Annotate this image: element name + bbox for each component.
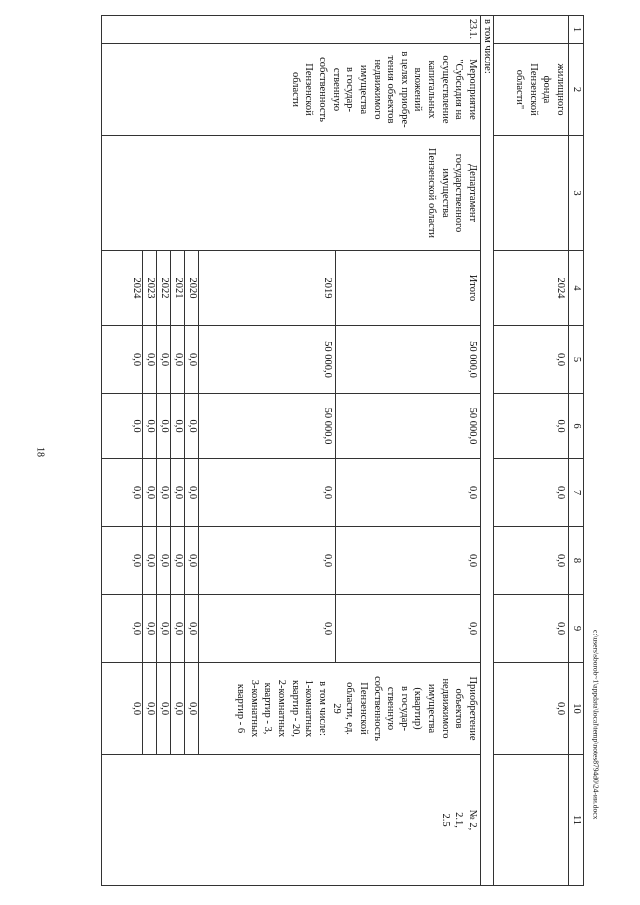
value-cell: 0,0 <box>157 459 171 527</box>
event-name: Мероприятие "Субсидия на осуществление капитальных вложений в целях приобре- тения объектов недвижимого имущества в государ- ственную собственность Пензенской области <box>102 44 481 136</box>
total-label: Итого <box>336 251 481 326</box>
value-cell: 0,0 <box>171 527 185 595</box>
value-cell: 0,0 <box>171 663 185 755</box>
event-number: 23.1. <box>102 16 481 44</box>
page-number: 18 <box>34 447 46 457</box>
col-header: 10 <box>569 663 584 755</box>
measure-name-continuation: жилищного фонда Пензенской области" <box>494 44 569 136</box>
value-cell: 0,0 <box>185 527 199 595</box>
value-cell: 0,0 <box>143 663 157 755</box>
year-cell: 2022 <box>157 251 171 326</box>
footer-file-path: c:\users\sborob~1\appdata\local\temp\notes8794d0\24-ии.docx <box>591 630 601 820</box>
value-cell: 0,0 <box>199 527 336 595</box>
year-cell: 2019 <box>199 251 336 326</box>
continuation-row <box>494 16 569 886</box>
value-cell: 50 000,0 <box>199 326 336 394</box>
value-cell: 0,0 <box>102 459 143 527</box>
responsible-department: Департамент государственного имущества Пензенской области <box>102 136 481 251</box>
value-cell: 0,0 <box>157 595 171 663</box>
value-cell: 0,0 <box>143 326 157 394</box>
value-cell: 0,0 <box>185 394 199 459</box>
col-header: 8 <box>569 527 584 595</box>
value-cell: 0,0 <box>171 394 185 459</box>
value-cell: 0,0 <box>157 527 171 595</box>
col-header: 9 <box>569 595 584 663</box>
value-cell: 0,0 <box>199 459 336 527</box>
value-cell: 0,0 <box>185 326 199 394</box>
value-cell: 0,0 <box>494 394 569 459</box>
indicator-value: 29 <box>330 703 342 714</box>
value-cell: 0,0 <box>185 663 199 755</box>
value-cell: 0,0 <box>143 527 157 595</box>
col-header: 2 <box>569 44 584 136</box>
value-cell: 0,0 <box>185 459 199 527</box>
col-header: 5 <box>569 326 584 394</box>
value-cell: 0,0 <box>102 527 143 595</box>
value-cell: 0,0 <box>102 394 143 459</box>
value-cell: 0,0 <box>494 663 569 755</box>
rotated-table-page <box>90 15 584 885</box>
year-cell: 2024 <box>102 251 143 326</box>
col-header: 1 <box>569 16 584 44</box>
indicator-cell <box>199 663 481 755</box>
in-that-number-label: в том числе: <box>481 16 494 886</box>
value-cell: 0,0 <box>336 459 481 527</box>
col-header: 3 <box>569 136 584 251</box>
value-cell: 0,0 <box>171 595 185 663</box>
value-cell: 0,0 <box>494 326 569 394</box>
col-header: 6 <box>569 394 584 459</box>
value-cell: 50 000,0 <box>336 394 481 459</box>
value-cell: 0,0 <box>494 595 569 663</box>
value-cell: 0,0 <box>336 595 481 663</box>
value-cell: 0,0 <box>494 459 569 527</box>
value-cell: 50 000,0 <box>199 394 336 459</box>
col-header: 7 <box>569 459 584 527</box>
value-cell: 0,0 <box>494 527 569 595</box>
column-number-row <box>569 16 584 886</box>
value-cell: 0,0 <box>157 663 171 755</box>
value-cell: 0,0 <box>157 394 171 459</box>
value-cell: 0,0 <box>143 394 157 459</box>
target-indicator-links: № 2, 2.1, 2.5 <box>102 755 481 886</box>
value-cell: 0,0 <box>102 595 143 663</box>
value-cell: 0,0 <box>157 326 171 394</box>
year-cell: 2020 <box>185 251 199 326</box>
event-total-row <box>336 16 481 886</box>
indicator-breakdown: в том числе: 1-комнатных квартир - 20, 2-комнатных квартир - 3, 3-комнатных квартир - 6 <box>235 679 328 738</box>
col-header: 4 <box>569 251 584 326</box>
value-cell: 0,0 <box>143 459 157 527</box>
col-header: 11 <box>569 755 584 886</box>
in-that-number-row <box>481 16 494 886</box>
value-cell: 0,0 <box>102 326 143 394</box>
indicator-name: Приобретение объектов недвижимого имущества (квартир) в государ- ственную собственность Пензенской области, ед. <box>344 676 478 741</box>
value-cell: 0,0 <box>143 595 157 663</box>
value-cell: 50 000,0 <box>336 326 481 394</box>
year-cell: 2021 <box>171 251 185 326</box>
value-cell: 0,0 <box>102 663 143 755</box>
value-cell: 0,0 <box>336 527 481 595</box>
value-cell: 0,0 <box>171 326 185 394</box>
value-cell: 0,0 <box>199 595 336 663</box>
value-cell: 0,0 <box>185 595 199 663</box>
year-cell: 2024 <box>494 251 569 326</box>
value-cell: 0,0 <box>171 459 185 527</box>
program-table <box>101 15 584 886</box>
year-cell: 2023 <box>143 251 157 326</box>
